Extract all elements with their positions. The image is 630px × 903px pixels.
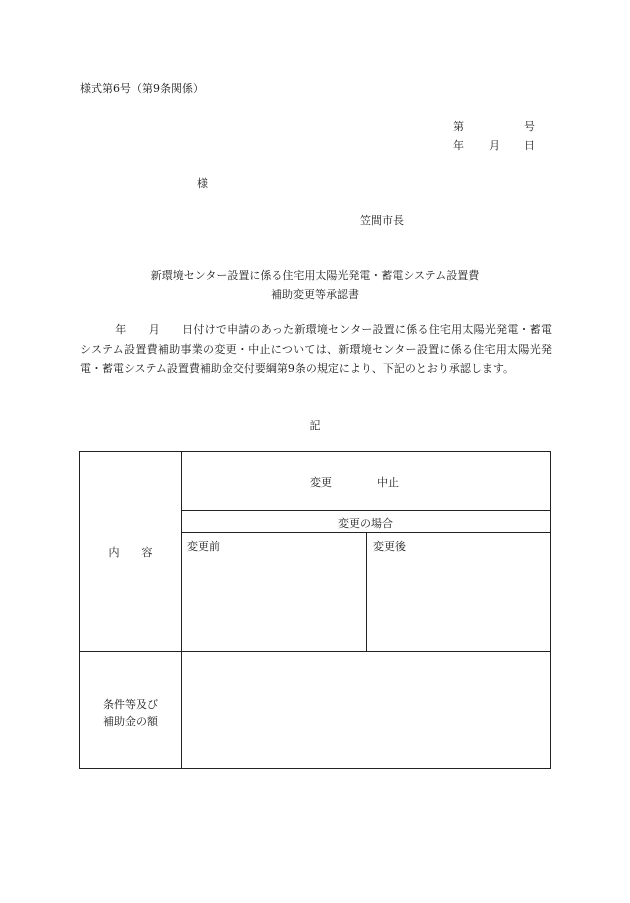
conditions-label-line-1: 条件等及び [103, 698, 158, 711]
before-field[interactable] [182, 552, 366, 650]
date-day: 日 [524, 139, 535, 152]
addressee-sama: 様 [197, 177, 208, 190]
option-cancel: 中止 [377, 476, 399, 489]
change-case-header: 変更の場合 [338, 517, 393, 530]
conditions-field[interactable] [182, 652, 550, 768]
conditions-label-line-2: 補助金の額 [103, 715, 158, 728]
row-label-conditions [80, 696, 181, 730]
body-text: 日付けで申請のあった新環境センター設置に係る住宅用太陽光発電・蓄電システム設置費補助事業の変更・中止については、新環境センター設置に係る住宅用太陽光発電・蓄電システム設置費補助金交付要綱第9条の規定により、下記のとおり承認します。 [80, 323, 553, 375]
number-go: 号 [524, 120, 535, 133]
issuer-name: 笠間市長 [360, 214, 404, 227]
number-dai: 第 [453, 120, 464, 133]
before-label: 変更前 [187, 540, 220, 553]
approval-table [79, 451, 551, 769]
title-line-1: 新環境センター設置に係る住宅用太陽光発電・蓄電システム設置費 [150, 269, 480, 282]
date-month: 月 [489, 139, 500, 152]
body-month: 月 [148, 323, 160, 336]
option-change: 変更 [310, 476, 332, 489]
after-field[interactable] [367, 552, 550, 650]
document-title [0, 266, 630, 304]
body-year: 年 [115, 323, 127, 336]
body-paragraph [80, 320, 552, 379]
date-year: 年 [453, 139, 464, 152]
after-label: 変更後 [373, 540, 406, 553]
title-line-2: 補助変更等承認書 [271, 288, 359, 301]
row-label-content: 内 容 [108, 546, 153, 559]
ki-marker: 記 [309, 419, 321, 432]
form-number: 様式第6号（第9条関係） [80, 82, 204, 95]
options-divider [181, 510, 550, 511]
